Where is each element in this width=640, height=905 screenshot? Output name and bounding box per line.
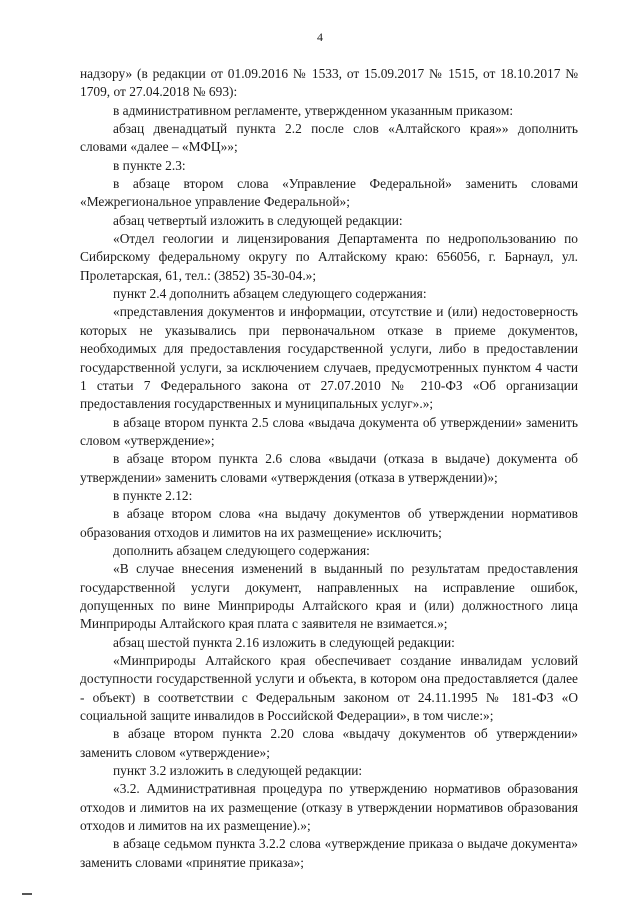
paragraph: в абзаце втором пункта 2.6 слова «выдачи (отказа в выдаче) документа об утверждении» заменить словами «утверждения (отказа в утверждении)»; [80,451,578,485]
paragraph: в абзаце втором пункта 2.20 слова «выдачу документов об утверждении» заменить словом «утверждение»; [80,726,578,760]
paragraph: в пункте 2.12: [113,487,193,503]
paragraph: абзац четвертый изложить в следующей редакции: [113,212,403,228]
scan-edge-mark [22,893,32,895]
paragraph: «3.2. Административная процедура по утверждению нормативов образования отходов и лимитов на их размещение (отказу в утверждении нормативов образования отходов и лимитов на их размещение).»; [80,781,578,834]
paragraph: в абзаце седьмом пункта 3.2.2 слова «утверждение приказа о выдаче документа» заменить словами «принятие приказа»; [80,836,578,870]
paragraph: в абзаце втором слова «Управление Федеральной» заменить словами «Межрегиональное управление Федеральной»; [80,176,578,210]
paragraph: надзору» (в редакции от 01.09.2016 № 1533, от 15.09.2017 № 1515, от 18.10.2017 № 1709, от 27.04.2018 № 693): [80,66,578,100]
paragraph: в пункте 2.3: [113,157,186,173]
document-body [80,65,578,872]
paragraph: «представления документов и информации, отсутствие и (или) недостоверность которых не указывались при первоначальном отказе в приеме документов, необходимых для предоставления государственной услуги, либо в предоставлении государственной услуги, за исключением случаев, предусмотренных пунктом 4 части 1 статьи 7 Федерального закона от 27.07.2010 № 210-ФЗ «Об организации предоставления государственных и муниципальных услуг».»; [80,304,578,412]
paragraph: дополнить абзацем следующего содержания: [113,542,370,558]
paragraph: «Минприроды Алтайского края обеспечивает создание инвалидам условий доступности государственной услуги и объекта, в котором она предоставляется (далее - объект) в соответствии с Федеральным законом от 24.11.1995 № 181-ФЗ «О социальной защите инвалидов в Российской Федерации», в том числе:»; [80,653,578,724]
paragraph: в абзаце втором слова «на выдачу документов об утверждении нормативов образования отходов и лимитов на их размещение» исключить; [80,506,578,540]
paragraph: абзац шестой пункта 2.16 изложить в следующей редакции: [113,634,455,650]
page-number: 4 [317,30,323,44]
paragraph: «Отдел геологии и лицензирования Департамента по недропользованию по Сибирскому федеральному округу по Алтайскому краю: 656056, г. Барнаул, ул. Пролетарская, 61, тел.: (3852) 35-30-04.»; [80,231,578,283]
paragraph: в абзаце втором пункта 2.5 слова «выдача документа об утверждении» заменить словом «утверждение»; [80,414,578,448]
paragraph: «В случае внесения изменений в выданный по результатам предоставления государственной услуги документ, направленных на исправление ошибок, допущенных по вине Минприроды Алтайского края и (или) должностного лица Минприроды Алтайского края плата с заявителя не взимается.»; [80,561,578,632]
paragraph: пункт 2.4 дополнить абзацем следующего содержания: [113,286,427,302]
paragraph: абзац двенадцатый пункта 2.2 после слов «Алтайского края»» дополнить словами «далее – «МФЦ»»; [80,121,578,155]
paragraph: пункт 3.2 изложить в следующей редакции: [113,763,363,779]
paragraph: в административном регламенте, утвержденном указанным приказом: [113,102,514,118]
